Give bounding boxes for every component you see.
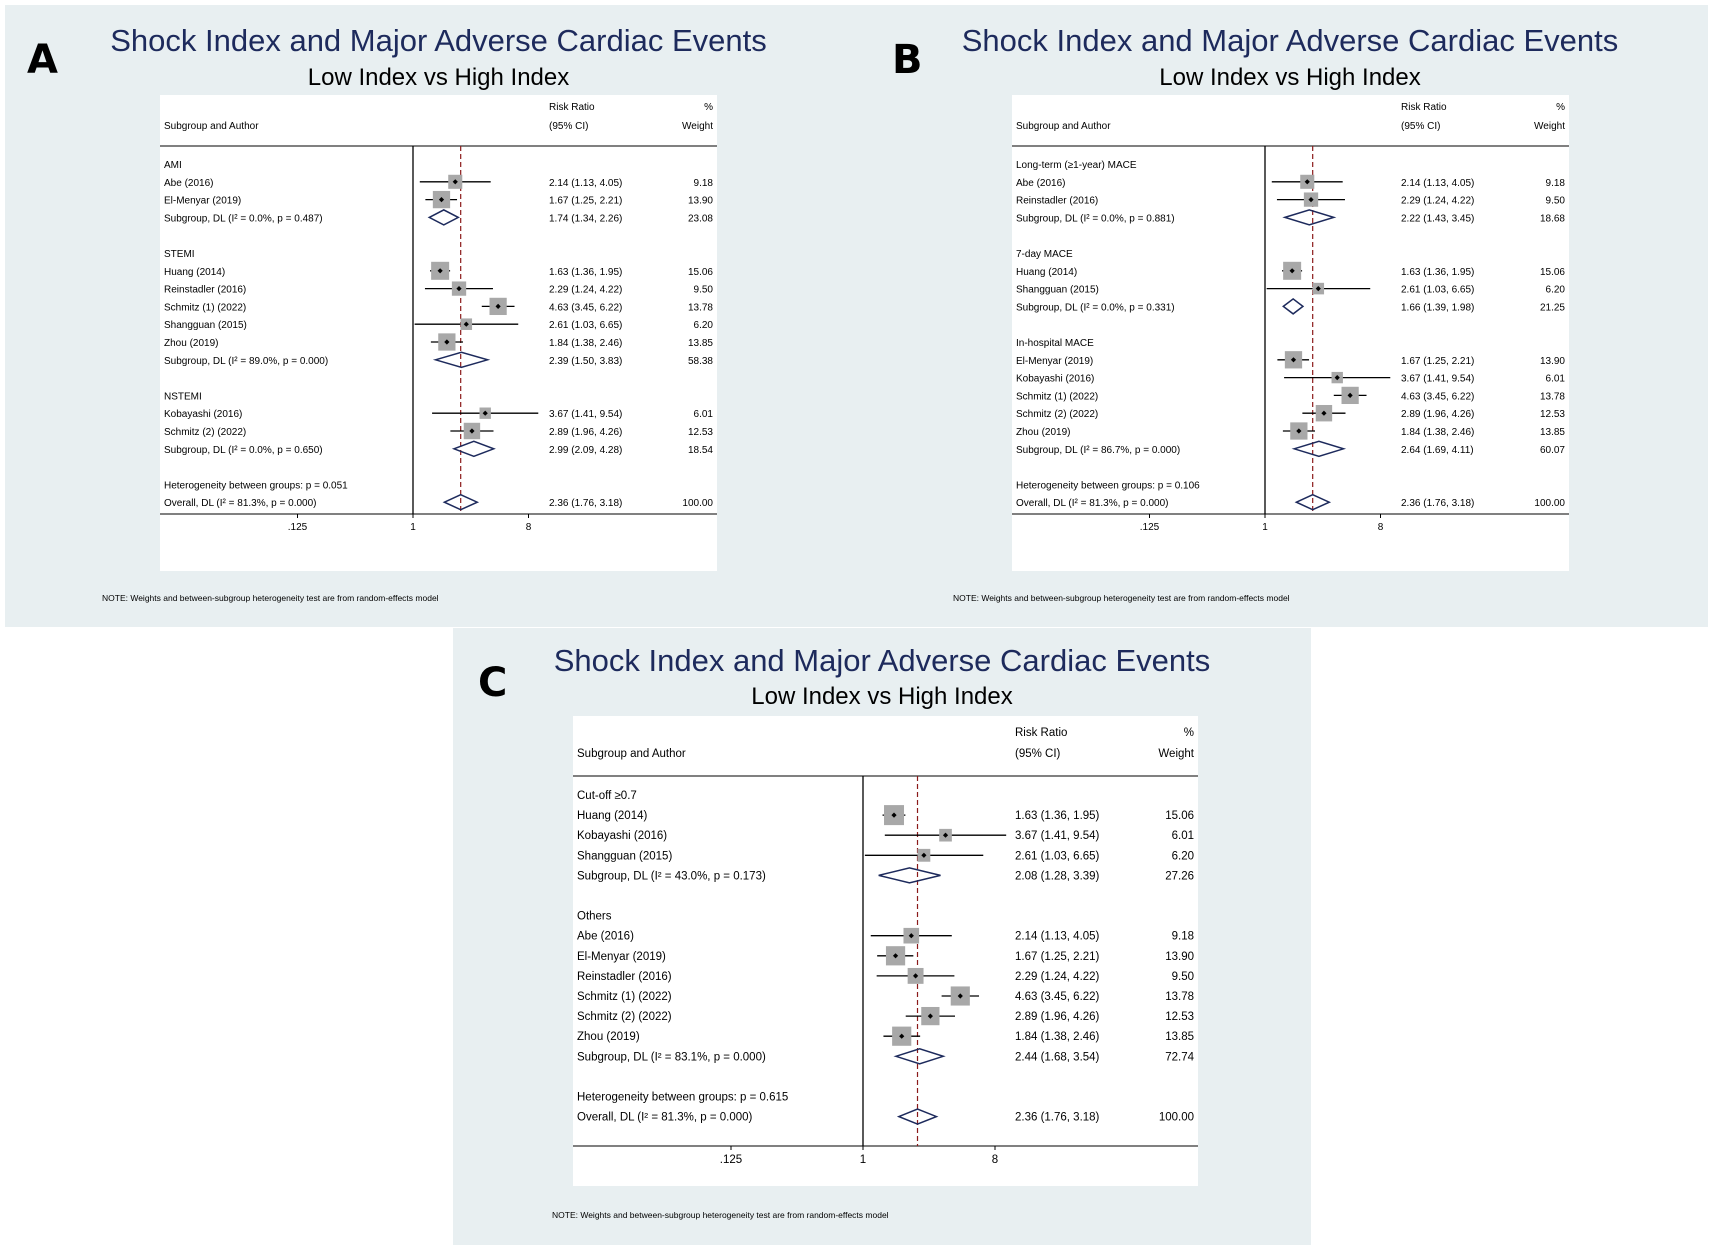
ci-value: 4.63 (3.45, 6.22) [1015,991,1100,1003]
weight-value: 12.53 [687,427,713,438]
ci-value: 2.36 (1.76, 3.18) [1015,1111,1100,1124]
header-subgroup: Subgroup and Author [1016,121,1111,132]
weight-value: 27.26 [1165,870,1194,883]
header-percent: % [1556,102,1565,113]
header-weight: Weight [682,121,713,132]
weight-value: 60.07 [1539,444,1565,456]
header-ci: (95% CI) [1015,748,1061,760]
ci-value: 4.63 (3.45, 6.22) [1401,391,1475,403]
subgroup-label: Subgroup, DL (I² = 43.0%, p = 0.173) [577,870,766,883]
ci-value: 2.36 (1.76, 3.18) [1401,498,1475,510]
study-label: El-Menyar (2019) [577,950,666,963]
study-label: Shangguan (2015) [1016,284,1099,296]
study-label: Schmitz (2) (2022) [577,1011,672,1024]
weight-value: 13.85 [1539,427,1565,438]
study-label: Abe (2016) [164,177,214,189]
ci-value: 1.63 (1.36, 1.95) [1015,810,1100,823]
subgroup-label: Subgroup, DL (I² = 0.0%, p = 0.487) [164,213,323,225]
weight-value: 13.78 [1539,391,1565,403]
ci-value: 1.84 (1.38, 2.46) [1401,427,1475,438]
study-label: Schmitz (2) (2022) [1016,409,1099,421]
x-tick-label: 8 [1377,522,1384,533]
weight-value: 13.78 [687,302,713,314]
study-label: Reinstadler (2016) [164,284,247,296]
study-label: Shangguan (2015) [164,320,247,332]
ci-value: 1.84 (1.38, 2.46) [1015,1031,1100,1044]
subgroup-label: Subgroup, DL (I² = 0.0%, p = 0.881) [1016,213,1175,225]
study-label: Schmitz (2) (2022) [164,427,247,438]
ci-value: 1.84 (1.38, 2.46) [549,338,623,349]
weight-value: 9.18 [693,177,713,189]
ci-value: 1.67 (1.25, 2.21) [549,195,623,207]
pooled-diamond [429,210,458,225]
weight-value: 12.53 [1539,409,1565,421]
weight-value: 12.53 [1165,1011,1194,1024]
pooled-diamond [896,1049,943,1064]
weight-value: 6.20 [693,320,713,332]
weight-value: 13.85 [687,338,713,349]
weight-value: 100.00 [1158,1111,1194,1124]
header-percent: % [1183,727,1194,739]
panel-letter: B [892,37,923,83]
forest-plot-svg [160,95,717,571]
forest-panel-b [856,5,1708,627]
ci-value: 2.89 (1.96, 4.26) [1015,1011,1100,1024]
pooled-diamond [1285,210,1334,225]
weight-value: 9.50 [1171,970,1194,983]
weight-value: 100.00 [682,498,713,510]
ci-value: 2.44 (1.68, 3.54) [1015,1051,1100,1064]
weight-value: 15.06 [687,266,713,278]
header-risk-ratio: Risk Ratio [549,102,595,113]
footnote: NOTE: Weights and between-subgroup heterogeneity test are from random-effects model [102,593,439,603]
chart-title: Shock Index and Major Adverse Cardiac Events [110,23,767,58]
subgroup-label: Subgroup, DL (I² = 83.1%, p = 0.000) [577,1051,766,1064]
overall-label: Overall, DL (I² = 81.3%, p = 0.000) [1016,498,1169,510]
header-ci: (95% CI) [549,121,589,132]
subgroup-label: Subgroup, DL (I² = 0.0%, p = 0.650) [164,444,323,456]
study-label: Huang (2014) [577,810,648,823]
weight-value: 18.54 [687,444,713,456]
header-ci: (95% CI) [1401,121,1441,132]
group-label: STEMI [164,249,195,260]
study-label: Schmitz (1) (2022) [577,991,672,1003]
ci-value: 2.22 (1.43, 3.45) [1401,213,1475,225]
study-label: Schmitz (1) (2022) [1016,391,1099,403]
ci-value: 2.08 (1.28, 3.39) [1015,870,1100,883]
subgroup-label: Subgroup, DL (I² = 0.0%, p = 0.331) [1016,302,1175,314]
study-label: Reinstadler (2016) [577,970,672,983]
weight-value: 100.00 [1534,498,1565,510]
weight-value: 6.20 [1545,284,1565,296]
ci-value: 2.99 (2.09, 4.28) [549,444,623,456]
weight-value: 13.85 [1165,1031,1194,1044]
ci-value: 3.67 (1.41, 9.54) [549,409,623,421]
study-label: Kobayashi (2016) [577,830,668,843]
study-label: Shangguan (2015) [577,850,673,863]
chart-subtitle: Low Index vs High Index [1159,64,1421,91]
group-label: In-hospital MACE [1016,338,1094,349]
weight-value: 6.01 [1171,830,1194,843]
ci-value: 2.29 (1.24, 4.22) [1401,195,1475,207]
subgroup-label: Subgroup, DL (I² = 86.7%, p = 0.000) [1016,444,1181,456]
panel-letter: C [478,660,508,706]
x-tick-label: 8 [991,1154,999,1166]
weight-value: 58.38 [687,355,713,367]
x-tick-label: 1 [410,522,416,533]
weight-value: 21.25 [1539,302,1565,314]
weight-value: 13.78 [1165,991,1194,1003]
ci-value: 2.61 (1.03, 6.65) [1015,850,1100,863]
ci-value: 2.29 (1.24, 4.22) [549,284,623,296]
study-label: Kobayashi (2016) [164,409,243,421]
pooled-diamond [879,868,941,883]
weight-value: 9.18 [1171,930,1194,943]
forest-plot [160,95,717,571]
header-weight: Weight [1534,121,1565,132]
ci-value: 1.67 (1.25, 2.21) [1401,355,1475,367]
group-label: Heterogeneity between groups: p = 0.051 [164,480,348,492]
header-weight: Weight [1158,748,1194,760]
ci-value: 2.14 (1.13, 4.05) [1401,177,1475,189]
study-label: Zhou (2019) [577,1031,640,1044]
chart-title: Shock Index and Major Adverse Cardiac Events [961,23,1619,58]
ci-value: 2.61 (1.03, 6.65) [549,320,623,332]
forest-panel-c [453,628,1311,1245]
x-tick-label: .125 [1139,522,1160,533]
ci-value: 4.63 (3.45, 6.22) [549,302,623,314]
weight-value: 15.06 [1539,266,1565,278]
pooled-diamond [454,441,494,456]
ci-value: 3.67 (1.41, 9.54) [1015,830,1100,843]
study-label: Reinstadler (2016) [1016,195,1099,207]
ci-value: 2.39 (1.50, 3.83) [549,355,623,367]
x-tick-label: .125 [287,522,308,533]
study-label: Schmitz (1) (2022) [164,302,247,314]
ci-value: 2.14 (1.13, 4.05) [1015,930,1100,943]
ci-value: 2.36 (1.76, 3.18) [549,498,623,510]
chart-subtitle: Low Index vs High Index [307,64,570,91]
header-risk-ratio: Risk Ratio [1401,102,1447,113]
study-label: Abe (2016) [577,930,634,943]
chart-title: Shock Index and Major Adverse Cardiac Events [553,643,1211,678]
study-label: Kobayashi (2016) [1016,373,1095,385]
group-label: Heterogeneity between groups: p = 0.106 [1016,480,1200,492]
weight-value: 6.20 [1171,850,1194,863]
forest-plot-svg [1012,95,1569,571]
pooled-diamond [1294,441,1343,456]
x-tick-label: 1 [1262,522,1268,533]
ci-value: 2.61 (1.03, 6.65) [1401,284,1475,296]
ci-value: 2.29 (1.24, 4.22) [1015,970,1100,983]
weight-value: 13.90 [1539,355,1565,367]
study-label: Huang (2014) [164,266,226,278]
overall-label: Overall, DL (I² = 81.3%, p = 0.000) [577,1111,753,1124]
study-label: Zhou (2019) [164,338,219,349]
ci-value: 1.67 (1.25, 2.21) [1015,950,1100,963]
footnote: NOTE: Weights and between-subgroup heterogeneity test are from random-effects model [552,1210,889,1220]
weight-value: 9.50 [693,284,713,296]
pooled-diamond [436,352,488,367]
group-label: Cut-off ≥0.7 [577,790,637,802]
chart-subtitle: Low Index vs High Index [751,683,1013,710]
group-label: Long-term (≥1-year) MACE [1016,160,1137,171]
ci-value: 2.64 (1.69, 4.11) [1401,444,1474,456]
header-subgroup: Subgroup and Author [164,121,259,132]
overall-label: Overall, DL (I² = 81.3%, p = 0.000) [164,498,317,510]
ci-value: 3.67 (1.41, 9.54) [1401,373,1475,385]
panel-letter: A [27,37,58,83]
footnote: NOTE: Weights and between-subgroup heterogeneity test are from random-effects model [953,593,1290,603]
weight-value: 15.06 [1165,810,1194,823]
header-percent: % [704,102,713,113]
ci-value: 2.89 (1.96, 4.26) [549,427,623,438]
weight-value: 13.90 [1165,950,1194,963]
ci-value: 1.63 (1.36, 1.95) [1401,266,1475,278]
x-tick-label: 8 [525,522,532,533]
forest-panel-a [5,5,856,627]
group-label: Heterogeneity between groups: p = 0.615 [577,1091,789,1104]
pooled-diamond [1283,299,1303,314]
ci-value: 1.63 (1.36, 1.95) [549,266,623,278]
weight-value: 9.50 [1545,195,1565,207]
study-label: Huang (2014) [1016,266,1078,278]
forest-plot [1012,95,1569,571]
x-tick-label: .125 [719,1154,743,1166]
forest-plot [573,716,1198,1186]
ci-value: 1.74 (1.34, 2.26) [549,213,623,225]
group-label: Others [577,910,612,923]
subgroup-label: Subgroup, DL (I² = 89.0%, p = 0.000) [164,355,329,367]
group-label: NSTEMI [164,391,202,403]
weight-value: 6.01 [1545,373,1565,385]
group-label: AMI [164,160,182,171]
ci-value: 2.89 (1.96, 4.26) [1401,409,1475,421]
header-risk-ratio: Risk Ratio [1015,727,1068,739]
study-label: Abe (2016) [1016,177,1066,189]
x-tick-label: 1 [859,1154,867,1166]
study-label: El-Menyar (2019) [164,195,242,207]
weight-value: 6.01 [693,409,713,421]
ci-value: 1.66 (1.39, 1.98) [1401,302,1475,314]
group-label: 7-day MACE [1016,249,1073,260]
header-subgroup: Subgroup and Author [577,748,686,760]
weight-value: 23.08 [687,213,713,225]
weight-value: 72.74 [1165,1051,1194,1064]
study-label: Zhou (2019) [1016,427,1071,438]
study-label: El-Menyar (2019) [1016,355,1094,367]
weight-value: 13.90 [687,195,713,207]
weight-value: 9.18 [1545,177,1565,189]
ci-value: 2.14 (1.13, 4.05) [549,177,623,189]
forest-plot-svg [573,716,1198,1186]
weight-value: 18.68 [1539,213,1565,225]
